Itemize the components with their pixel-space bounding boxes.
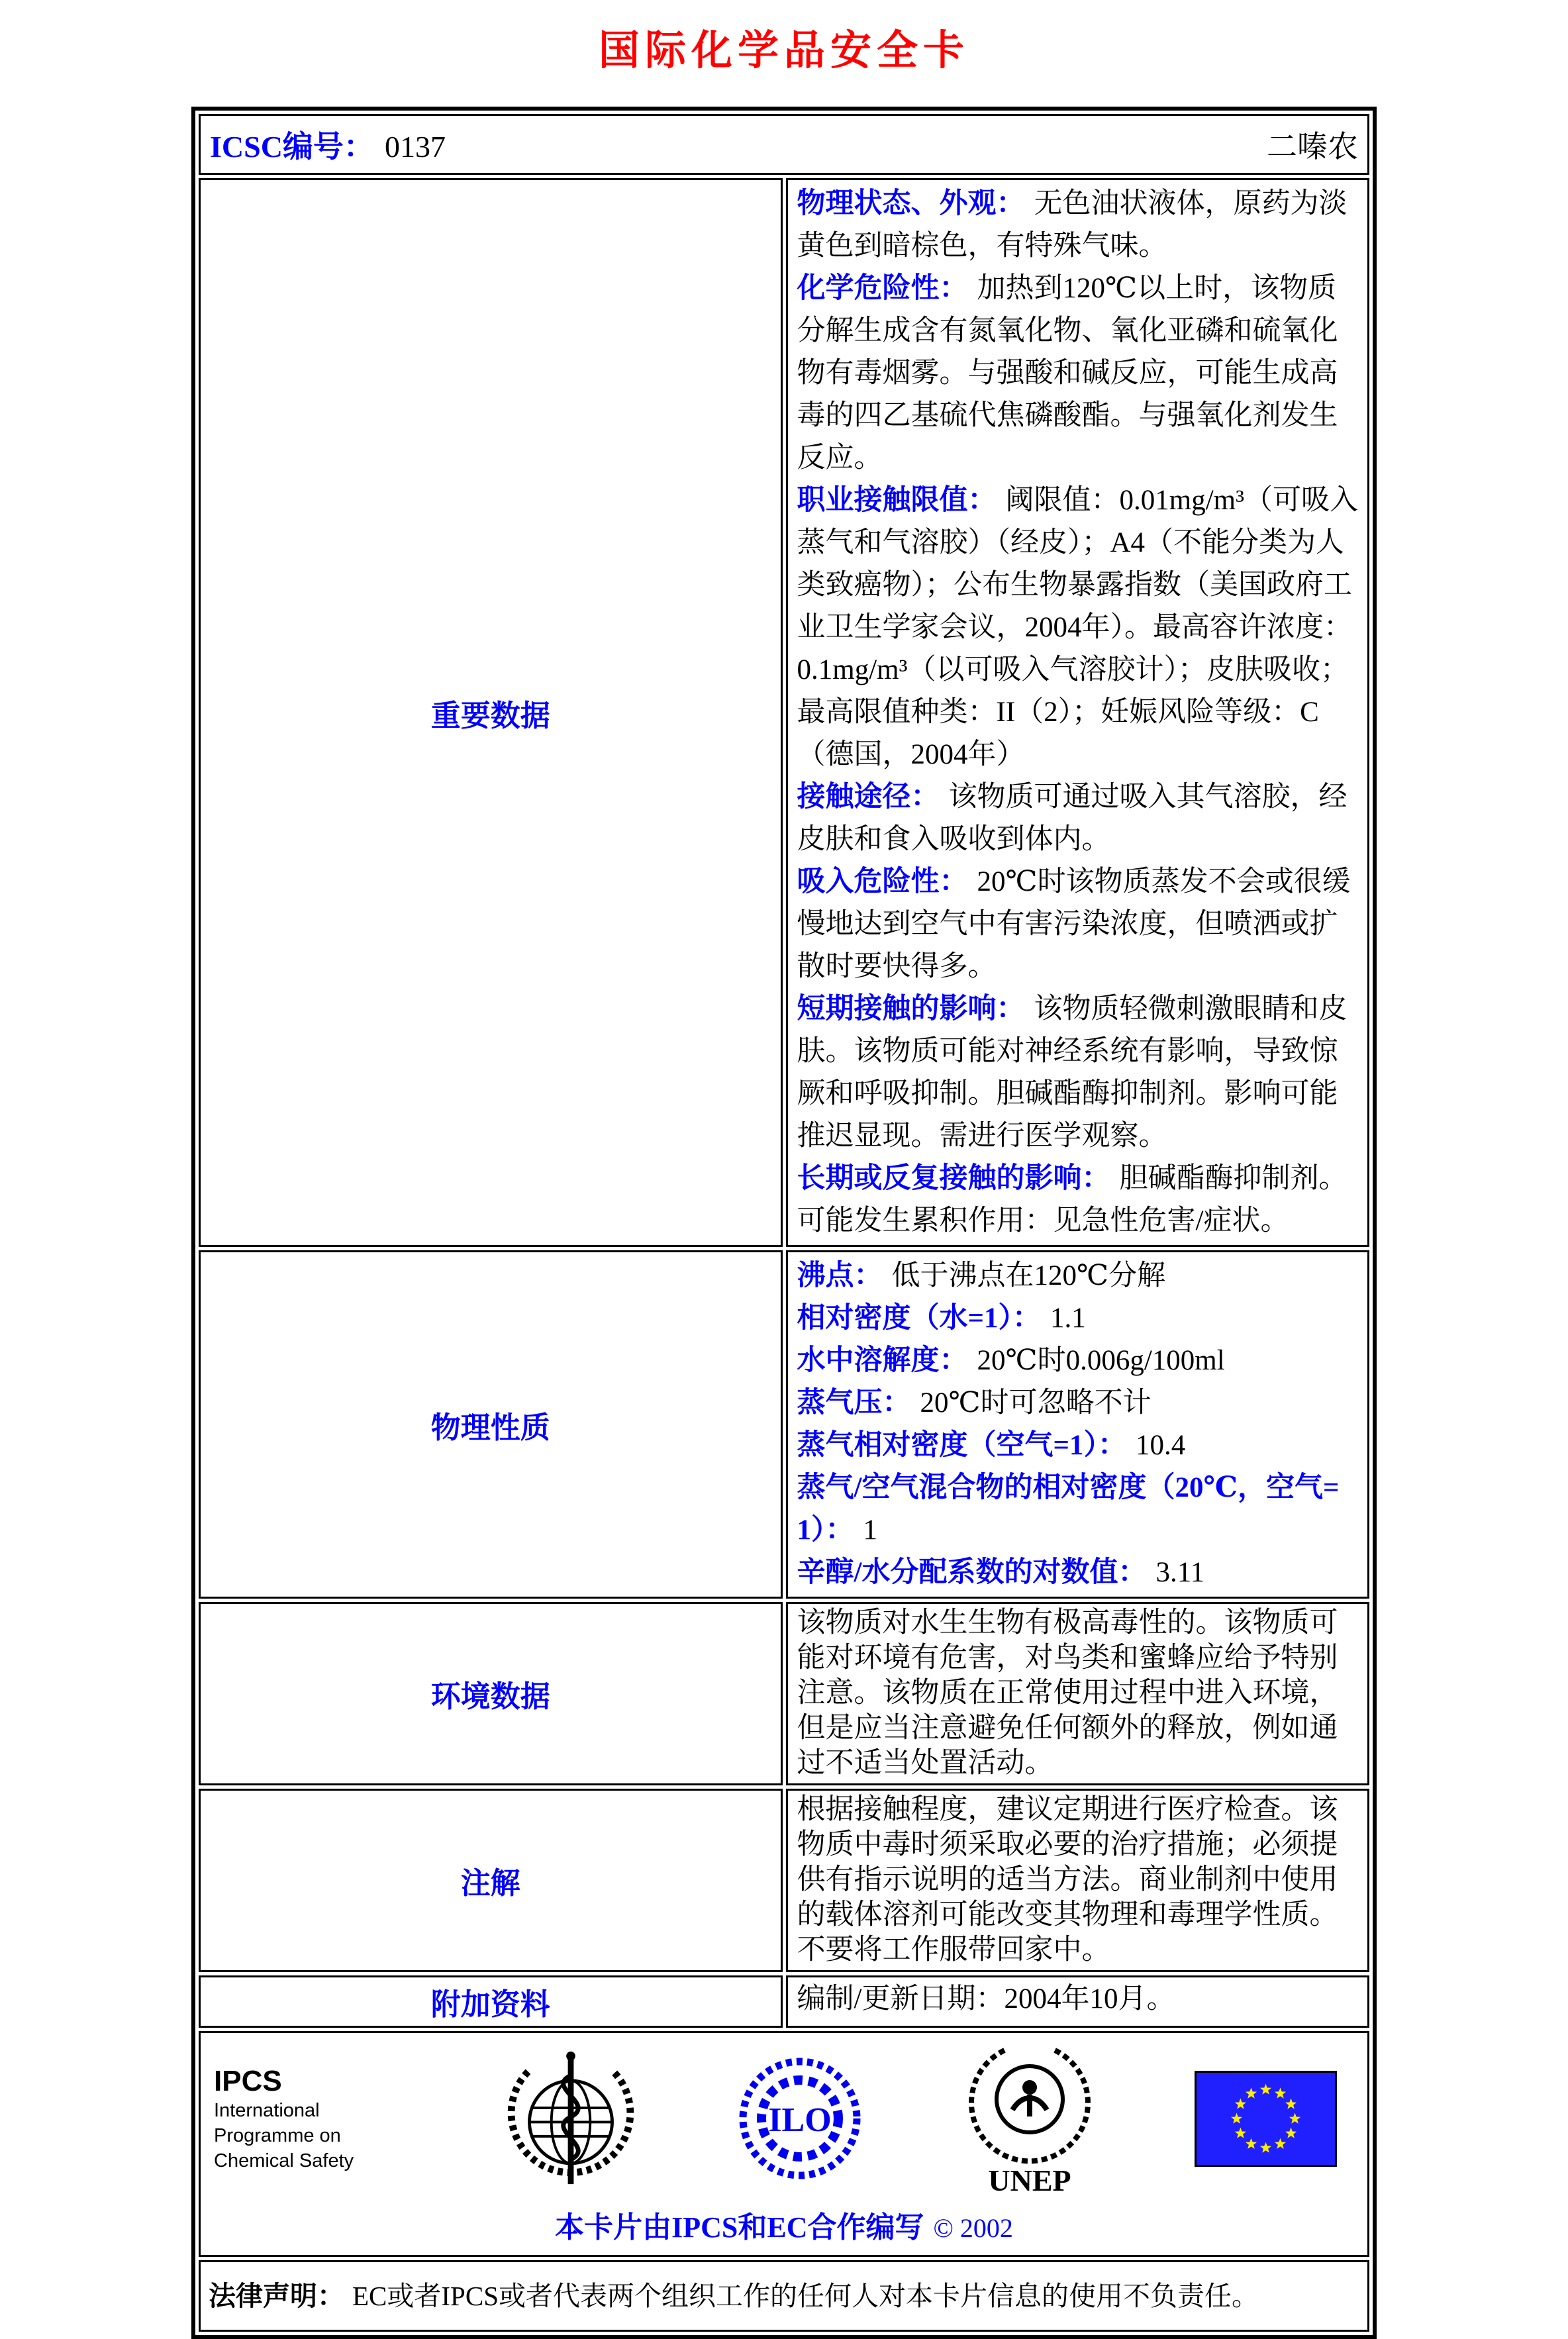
- paragraph-occupational-limits: [797, 479, 1359, 776]
- notes-row-label: 注解: [199, 1789, 783, 1972]
- icsc-number-label: ICSC编号：: [210, 130, 374, 164]
- paragraph-exposure-routes: [797, 776, 1359, 861]
- paragraph-text: 该物质可通过吸入其气溶胶，经皮肤和食入吸收到体内。: [797, 781, 1348, 855]
- property-value: 1.1: [1050, 1303, 1086, 1334]
- paragraph-text: 该物质轻微刺激眼睛和皮肤。该物质可能对神经系统有影响，导致惊厥和呼吸抑制。胆碱酯酶抑制剂。影响可能推迟显现。需进行医学观察。: [797, 993, 1348, 1152]
- logos-cell: [199, 2031, 1369, 2257]
- paragraph-label: 接触途径：: [797, 781, 940, 813]
- icsc-number-group: [210, 123, 446, 166]
- legal-cell: [199, 2260, 1369, 2332]
- paragraph-label: 长期或反复接触的影响：: [797, 1163, 1110, 1194]
- unep-logo-icon: [963, 2041, 1096, 2197]
- important-data-row: [199, 178, 1369, 1247]
- property-label: 沸点：: [797, 1260, 883, 1291]
- property-relative-density: [797, 1297, 1359, 1340]
- safety-card-table: [191, 107, 1377, 2339]
- notes-content: [786, 1789, 1370, 1972]
- paragraph-inhalation-risk: [797, 861, 1359, 988]
- property-value: 3.11: [1155, 1557, 1205, 1588]
- property-water-solubility: [797, 1340, 1359, 1382]
- additional-info-row: [199, 1975, 1369, 2028]
- paragraph-text: 20℃时该物质蒸发不会或很缓慢地达到空气中有害污染浓度，但喷洒或扩散时要快得多。: [797, 866, 1351, 982]
- property-value: 20℃时可忽略不计: [920, 1387, 1152, 1418]
- property-label: 辛醇/水分配系数的对数值：: [797, 1557, 1147, 1588]
- important-data-row-label: 重要数据: [199, 178, 783, 1247]
- chemical-name: 二嗪农: [1267, 130, 1358, 164]
- property-vapor-pressure: [797, 1382, 1359, 1424]
- paragraph-label: 吸入危险性：: [797, 866, 968, 897]
- physical-properties-row-label: 物理性质: [199, 1250, 783, 1599]
- card-caption: [207, 2203, 1361, 2246]
- header-cell: [199, 114, 1369, 175]
- important-data-content: [786, 178, 1370, 1247]
- caption-text: 本卡片由IPCS和EC合作编写: [555, 2211, 924, 2244]
- notes-text: 根据接触程度，建议定期进行医疗检查。该物质中毒时须采取必要的治疗措施；必须提供有指示说明的适当方法。商业制剂中使用的载体溶剂可能改变其物理和毒理学性质。不要将工作服带回家中。: [797, 1794, 1338, 1966]
- environmental-data-content: [786, 1602, 1370, 1785]
- legal-label: 法律声明：: [209, 2281, 344, 2311]
- property-value: 20℃时0.006g/100ml: [977, 1345, 1225, 1376]
- property-label: 相对密度（水=1）：: [797, 1303, 1042, 1334]
- property-label: 蒸气/空气混合物的相对密度（20℃，空气=1）：: [797, 1472, 1340, 1546]
- property-label: 蒸气相对密度（空气=1）：: [797, 1430, 1127, 1461]
- additional-info-content: [786, 1975, 1370, 2028]
- ipcs-subtitle-line3: Chemical Safety: [214, 2150, 354, 2171]
- paragraph-label: 物理状态、外观：: [797, 188, 1025, 219]
- property-label: 蒸气压：: [797, 1387, 911, 1418]
- paragraph-short-term-effects: [797, 988, 1359, 1158]
- header-row: [199, 114, 1369, 175]
- physical-properties-content: [786, 1250, 1370, 1599]
- eu-flag-icon: [1195, 2071, 1337, 2167]
- paragraph-label: 短期接触的影响：: [797, 993, 1025, 1024]
- paragraph-long-term-effects: [797, 1158, 1359, 1242]
- legal-statement: [209, 2279, 1359, 2313]
- property-octanol-water: [797, 1552, 1359, 1594]
- property-value: 1: [863, 1515, 877, 1546]
- additional-info-row-label: 附加资料: [199, 1975, 783, 2028]
- paragraph-label: 职业接触限值：: [797, 485, 997, 516]
- property-value: 低于沸点在120℃分解: [891, 1260, 1166, 1291]
- page-title: 国际化学品安全卡: [598, 28, 969, 74]
- environmental-text: 该物质对水生生物有极高毒性的。该物质可能对环境有危害，对鸟类和蜜蜂应给予特别注意。该物质在正常使用过程中进入环境，但是应当注意避免任何额外的释放，例如通过不适当处置活动。: [797, 1607, 1338, 1779]
- ipcs-subtitle-line2: Programme on: [214, 2124, 341, 2146]
- property-value: 10.4: [1136, 1430, 1186, 1461]
- ipcs-subtitle-line1: International: [214, 2099, 320, 2121]
- unep-logo-text: UNEP: [988, 2164, 1071, 2197]
- paragraph-label: 化学危险性：: [797, 273, 968, 304]
- additional-info-text: 编制/更新日期：2004年10月。: [797, 1983, 1175, 2015]
- caption-copyright: © 2002: [933, 2213, 1013, 2243]
- property-boiling-point: [797, 1255, 1359, 1297]
- environmental-data-row-label: 环境数据: [199, 1602, 783, 1785]
- legal-row: [199, 2260, 1369, 2332]
- icsc-number-value: 0137: [384, 130, 446, 164]
- property-label: 水中溶解度：: [797, 1345, 968, 1376]
- who-logo-icon: [505, 2050, 637, 2189]
- ipcs-text-block: [214, 2065, 406, 2173]
- paragraph-text: 无色油状液体，原药为淡黄色到暗棕色，有特殊气味。: [797, 188, 1348, 262]
- property-vapor-density: [797, 1424, 1359, 1467]
- paragraph-physical-state: [797, 183, 1359, 268]
- ilo-logo-text: ILO: [768, 2101, 832, 2139]
- environmental-data-row: [199, 1602, 1369, 1785]
- paragraph-text: 加热到120℃以上时，该物质分解生成含有氮氧化物、氧化亚磷和硫氧化物有毒烟雾。与强酸和碱反应，可能生成高毒的四乙基硫代焦磷酸酯。与强氧化剂发生反应。: [797, 273, 1338, 473]
- paragraph-text: 胆碱酯酶抑制剂。可能发生累积作用：见急性危害/症状。: [797, 1163, 1348, 1236]
- ipcs-title: IPCS: [214, 2064, 282, 2097]
- property-vapor-air-density: [797, 1467, 1359, 1552]
- paragraph-text: 阈限值：0.01mg/m³（可吸入蒸气和气溶胶）（经皮）；A4（不能分类为人类致癌物）；公布生物暴露指数（美国政府工业卫生学家会议，2004年）。最高容许浓度：0.1mg/m³（以可吸入气溶胶计）；皮肤吸收；最高限值种类：II（2）；妊娠风险等级：C（德国，2004年）: [797, 485, 1358, 770]
- logos-row: [199, 2031, 1369, 2257]
- ilo-logo-icon: [736, 2054, 865, 2183]
- legal-text: EC或者IPCS或者代表两个组织工作的任何人对本卡片信息的使用不负责任。: [352, 2281, 1259, 2311]
- physical-properties-row: [199, 1250, 1369, 1599]
- paragraph-chemical-danger: [797, 268, 1359, 479]
- notes-row: [199, 1789, 1369, 1972]
